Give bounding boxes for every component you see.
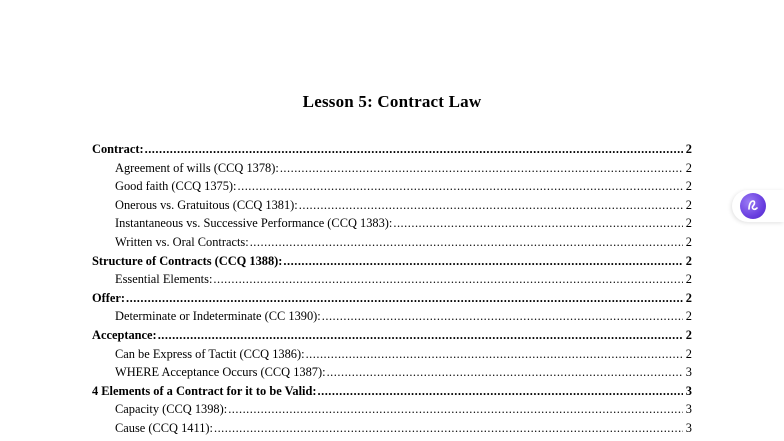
toc-page-number: 3 [685,365,692,380]
assistant-spark-icon [740,193,766,219]
toc-heading-entry[interactable] [92,382,692,401]
toc-leader-dots [393,214,683,233]
toc-page-number: 2 [685,290,692,305]
toc-leader-dots [214,419,683,438]
toc-leader-dots [145,140,683,159]
toc-page-number: 2 [685,197,692,212]
toc-entry-text: Determinate or Indeterminate (CC 1390): [115,309,321,324]
toc-entry-text: Contract: [92,142,144,156]
assistant-widget-button[interactable] [732,190,784,222]
toc-page-number: 2 [685,327,692,342]
toc-leader-dots [228,400,683,419]
toc-page-number: 2 [685,234,692,249]
toc-heading-entry[interactable] [92,252,692,271]
toc-leader-dots [318,382,683,401]
toc-entry-text: Onerous vs. Gratuitous (CCQ 1381): [115,197,298,212]
toc-page-number: 2 [685,160,692,175]
toc-entry-text: Essential Elements: [115,272,213,287]
toc-entry-text: Instantaneous vs. Successive Performance (CCQ 1383): [115,216,393,231]
toc-leader-dots [306,345,683,364]
toc-entry-text: WHERE Acceptance Occurs (CCQ 1387): [115,365,326,380]
toc-page-number: 2 [685,179,692,194]
toc-page-number: 2 [685,272,692,287]
toc-leader-dots [322,307,683,326]
toc-entry-text: Cause (CCQ 1411): [115,420,213,435]
toc-page-number: 2 [685,309,692,324]
toc-page-number: 3 [685,420,692,435]
toc-subentry[interactable] [92,177,692,196]
toc-page-number: 2 [685,216,692,231]
toc-leader-dots [250,233,683,252]
toc-page-number: 3 [685,383,692,398]
toc-subentry[interactable] [92,363,692,382]
toc-entry-text: 4 Elements of a Contract for it to be Valid: [92,383,317,398]
toc-entry-text: Structure of Contracts (CCQ 1388): [92,253,283,268]
toc-entry-text: Good faith (CCQ 1375): [115,179,237,194]
toc-entry-text: Capacity (CCQ 1398): [115,402,228,417]
toc-leader-dots [327,363,683,382]
document-title: Lesson 5: Contract Law [302,92,482,111]
toc-leader-dots [283,252,683,271]
toc-subentry[interactable] [92,270,692,289]
toc-leader-dots [299,196,683,215]
toc-subentry[interactable] [92,307,692,326]
toc-page-number: 2 [685,253,692,268]
toc-entry-text: Written vs. Oral Contracts: [115,234,249,249]
toc-page-number: 3 [685,402,692,417]
toc-subentry[interactable] [92,345,692,364]
toc-page-number: 2 [685,142,692,156]
toc-entry-text: Can be Express of Tactit (CCQ 1386): [115,346,305,361]
toc-page-number: 2 [685,346,692,361]
toc-leader-dots [280,159,683,178]
table-of-contents [92,140,692,438]
toc-entry-text: Acceptance: [92,327,157,342]
toc-subentry[interactable] [92,233,692,252]
toc-subentry[interactable] [92,400,692,419]
toc-leader-dots [126,289,683,308]
toc-heading-entry[interactable] [92,140,692,159]
toc-heading-entry[interactable] [92,289,692,308]
toc-entry-text: Agreement of wills (CCQ 1378): [115,160,279,175]
toc-entry-text: Offer: [92,290,126,305]
toc-subentry[interactable] [92,214,692,233]
toc-subentry[interactable] [92,419,692,438]
toc-leader-dots [213,270,683,289]
toc-subentry[interactable] [92,196,692,215]
toc-leader-dots [158,326,683,345]
toc-subentry[interactable] [92,159,692,178]
toc-heading-entry[interactable] [92,326,692,345]
toc-leader-dots [238,177,684,196]
